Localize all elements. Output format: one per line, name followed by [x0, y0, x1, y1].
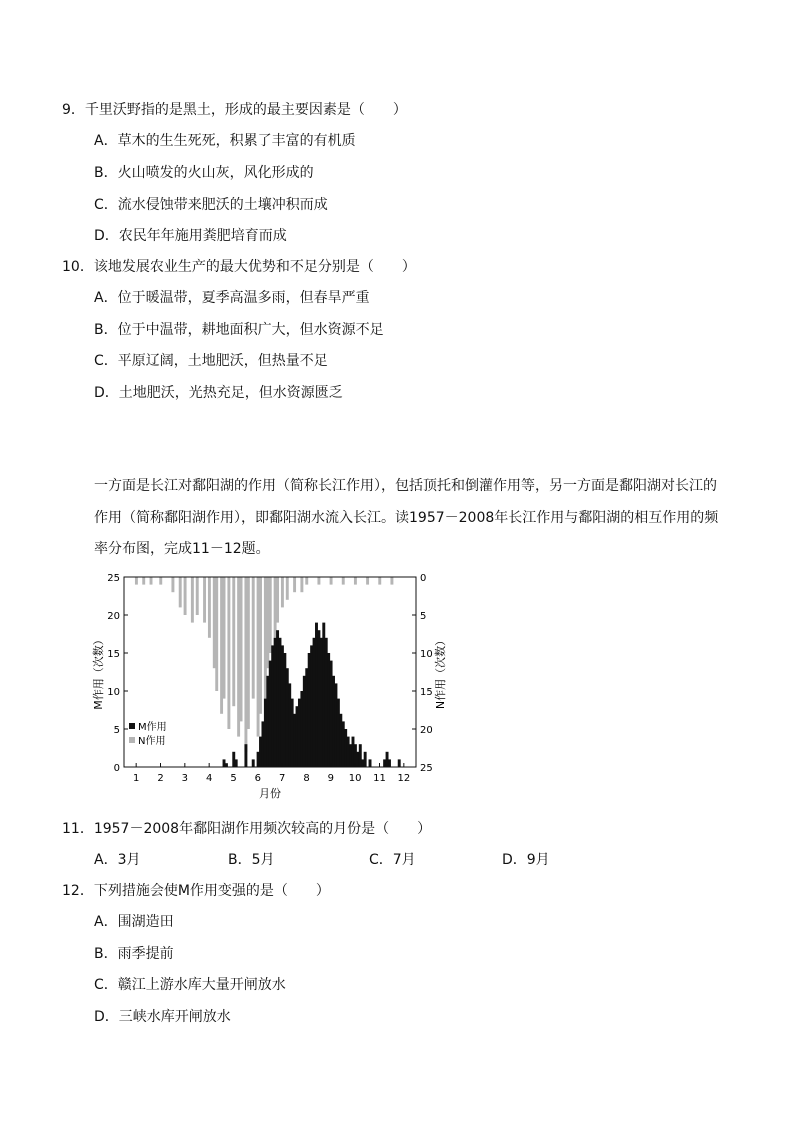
x-tick-label: 11	[373, 773, 386, 784]
n-bar	[281, 577, 284, 607]
n-bar	[159, 577, 162, 585]
y-axis-label-left: M作用（次数）	[92, 634, 105, 710]
legend-n-label: N作用	[138, 736, 166, 747]
x-tick-label: 9	[327, 773, 335, 784]
m-bar	[398, 759, 401, 767]
n-bar	[208, 577, 211, 638]
x-tick-label: 2	[157, 773, 164, 784]
question-12-option-b: B．雨季提前	[94, 946, 174, 962]
n-bar	[227, 577, 230, 729]
m-bar	[364, 752, 367, 767]
n-bar	[196, 577, 199, 615]
question-11-stem: 11．1957－2008年鄱阳湖作用频次较高的月份是（ ）	[62, 821, 432, 837]
n-bar	[293, 577, 296, 592]
question-12-stem: 12．下列措施会使M作用变强的是（ ）	[62, 883, 330, 899]
left-tick-label: 25	[107, 573, 120, 584]
question-9-option-c: C．流水侵蚀带来肥沃的土壤冲积而成	[94, 197, 328, 213]
n-bar	[342, 577, 345, 585]
right-tick-label: 20	[420, 725, 433, 736]
m-bar	[235, 759, 238, 767]
question-9-option-a: A．草木的生生死死，积累了丰富的有机质	[94, 133, 356, 149]
question-10-option-d: D．土地肥沃，光热充足，但水资源匮乏	[94, 385, 343, 401]
n-bar	[305, 577, 308, 585]
n-bar	[171, 577, 174, 592]
n-bar	[179, 577, 182, 607]
m-bar	[388, 759, 391, 767]
question-10-option-b: B．位于中温带，耕地面积广大，但水资源不足	[94, 322, 384, 338]
left-tick-label: 10	[107, 687, 120, 698]
passage-line-1: 一方面是长江对鄱阳湖的作用（简称长江作用），包括顶托和倒灌作用等，另一方面是鄱阳湖对长江的	[94, 478, 717, 494]
x-tick-label: 3	[181, 773, 189, 784]
n-bar	[276, 577, 279, 623]
x-tick-label: 5	[230, 773, 237, 784]
question-9-option-d: D．农民年年施用粪肥培育而成	[94, 228, 287, 244]
x-tick-label: 12	[397, 773, 411, 784]
n-bar	[378, 577, 381, 585]
right-tick-label: 15	[420, 687, 433, 698]
x-tick-label: 1	[132, 773, 140, 784]
right-tick-label: 25	[420, 763, 433, 774]
n-bar	[354, 577, 357, 585]
left-tick-label: 5	[113, 725, 120, 736]
n-bar	[300, 577, 303, 592]
m-bar	[252, 759, 255, 767]
n-bar	[135, 577, 138, 585]
x-tick-label: 4	[205, 773, 213, 784]
question-11-option-a: A．3月	[94, 852, 141, 868]
legend-n-swatch	[129, 737, 135, 743]
legend-m-label: M作用	[138, 722, 167, 733]
question-12-option-a: A．围湖造田	[94, 914, 174, 930]
x-tick-label: 10	[348, 773, 362, 784]
right-tick-label: 0	[420, 573, 427, 584]
passage-line-3: 率分布图，完成11－12题。	[94, 541, 270, 557]
question-11-option-d: D．9月	[502, 852, 550, 868]
chart-legend	[129, 720, 167, 747]
question-9-option-b: B．火山喷发的火山灰，风化形成的	[94, 165, 314, 181]
n-bar	[150, 577, 153, 585]
n-bar	[232, 577, 235, 706]
question-12-option-c: C．赣江上游水库大量开闸放水	[94, 977, 286, 993]
frequency-chart	[92, 566, 462, 802]
question-9-stem: 9．千里沃野指的是黑土，形成的最主要因素是（ ）	[62, 102, 407, 118]
right-tick-label: 10	[420, 649, 433, 660]
n-bar	[252, 577, 255, 699]
n-bar	[259, 577, 262, 714]
n-bar	[184, 577, 187, 615]
n-bar	[330, 577, 333, 585]
legend-m-swatch	[129, 723, 135, 729]
n-bar	[317, 577, 320, 585]
n-bar	[366, 577, 369, 585]
question-10-option-a: A．位于暖温带，夏季高温多雨，但春旱严重	[94, 290, 370, 306]
m-bar	[244, 744, 247, 767]
question-10-option-c: C．平原辽阔，土地肥沃，但热量不足	[94, 353, 328, 369]
n-bar	[247, 577, 250, 729]
left-tick-label: 0	[113, 763, 120, 774]
y-axis-label-right: N作用（次数）	[434, 634, 447, 710]
n-bar	[191, 577, 194, 623]
x-axis-label: 月份	[259, 787, 281, 800]
question-11-option-b: B．5月	[228, 852, 275, 868]
x-tick-label: 7	[278, 773, 286, 784]
n-bar	[203, 577, 206, 623]
left-tick-label: 20	[107, 611, 120, 622]
x-tick-label: 8	[303, 773, 310, 784]
question-12-option-d: D．三峡水库开闸放水	[94, 1009, 231, 1025]
m-bar	[225, 763, 228, 767]
passage-line-2: 作用（简称鄱阳湖作用），即鄱阳湖水流入长江。读1957－2008年长江作用与鄱阳湖的相互作用的频	[94, 510, 719, 526]
n-bar	[142, 577, 145, 585]
left-tick-label: 15	[107, 649, 120, 660]
n-bar	[240, 577, 243, 721]
x-tick-label: 6	[254, 773, 262, 784]
n-bar	[390, 577, 393, 585]
n-bar	[286, 577, 289, 600]
n-bar	[223, 577, 226, 699]
m-bar	[369, 759, 372, 767]
n-bar	[269, 577, 272, 653]
question-10-stem: 10．该地发展农业生产的最大优势和不足分别是（ ）	[62, 259, 416, 275]
right-tick-label: 5	[420, 611, 427, 622]
question-11-option-c: C．7月	[369, 852, 416, 868]
n-bar	[215, 577, 218, 691]
